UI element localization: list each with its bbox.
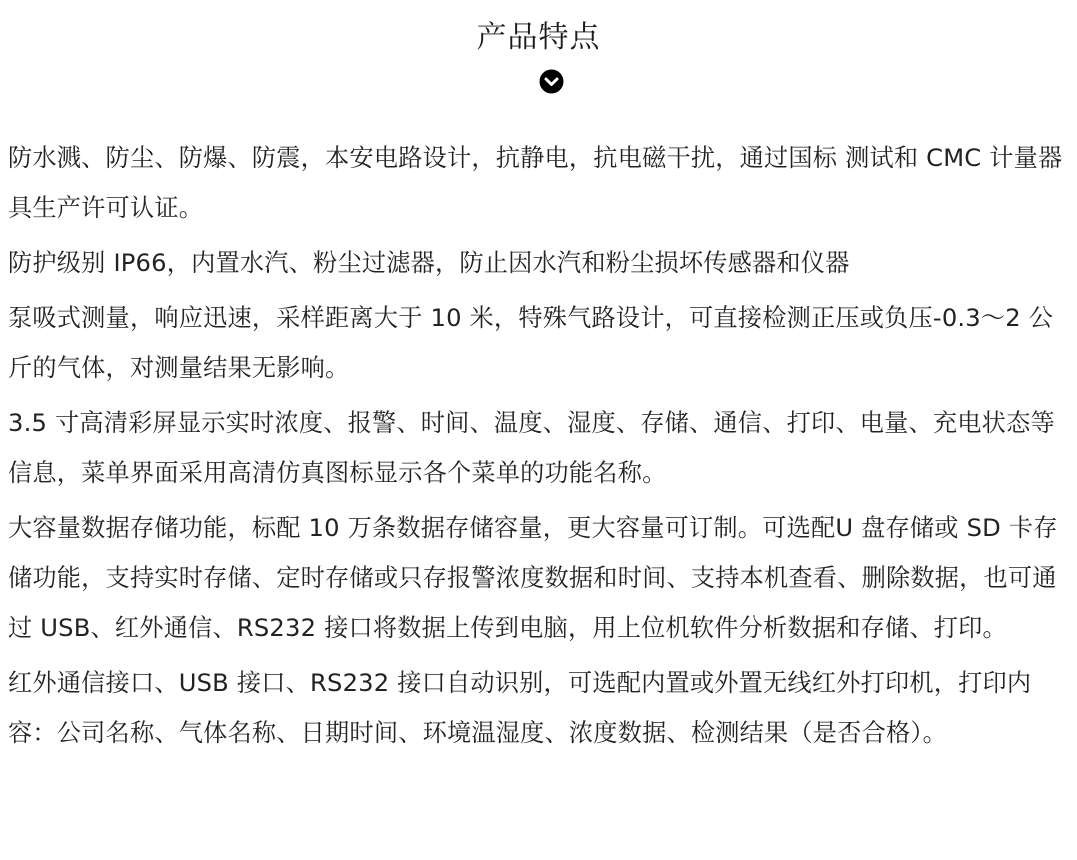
feature-item	[8, 503, 1070, 653]
feature-item	[8, 133, 1070, 233]
feature-text: 泵吸式测量，响应迅速，采样距离大于 10 米，特殊气路设计，可直接检测正压或负压-0.3～2 公斤的气体，对测量结果无影响。	[8, 304, 1054, 382]
feature-list	[8, 133, 1070, 763]
feature-text: 3.5 寸高清彩屏显示实时浓度、报警、时间、温度、湿度、存储、通信、打印、电量、充电状态等信息，菜单界面采用高清仿真图标显示各个菜单的功能名称。	[8, 409, 1055, 487]
feature-item	[8, 658, 1070, 758]
feature-item	[8, 238, 1070, 288]
feature-item	[8, 293, 1070, 393]
feature-text: 防水溅、防尘、防爆、防震，本安电路设计，抗静电，抗电磁干扰，通过国标 测试和 CMC 计量器具生产许可认证。	[8, 144, 1063, 222]
section-title: 产品特点	[476, 20, 601, 55]
feature-text: 红外通信接口、USB 接口、RS232 接口自动识别，可选配内置或外置无线红外打印机，打印内容：公司名称、气体名称、日期时间、环境温湿度、浓度数据、检测结果（是否合格）。	[8, 669, 1032, 747]
feature-text: 大容量数据存储功能，标配 10 万条数据存储容量，更大容量可订制。可选配U 盘存储或 SD 卡存储功能，支持实时存储、定时存储或只存报警浓度数据和时间、支持本机查看、删除数据，也可通过 USB、红外通信、RS232 接口将数据上传到电脑，用上位机软件分析数据和存储、打印。	[8, 514, 1058, 642]
chevron-down-icon[interactable]	[539, 69, 564, 94]
chevron-down-circle-icon	[539, 69, 564, 94]
feature-text: 防护级别 IP66，内置水汽、粉尘过滤器，防止因水汽和粉尘损坏传感器和仪器	[8, 249, 850, 277]
feature-item	[8, 398, 1070, 498]
